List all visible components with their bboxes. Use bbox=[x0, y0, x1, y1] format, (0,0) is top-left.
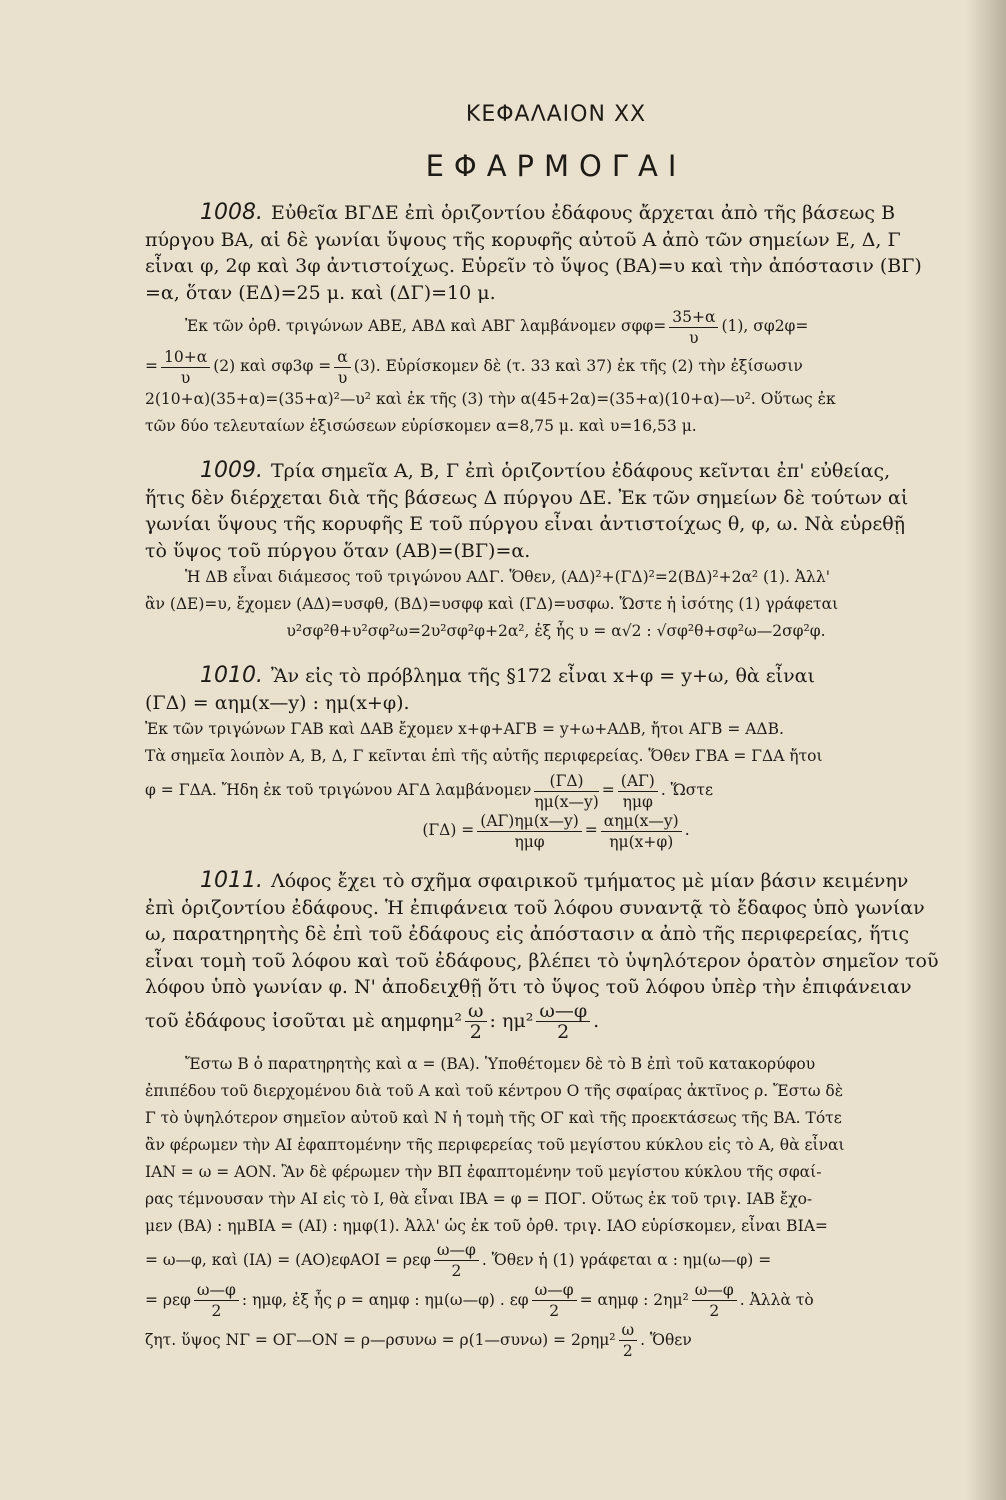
problem-number: 1011. bbox=[200, 868, 263, 893]
denominator: ημφ bbox=[622, 792, 653, 811]
solution-text: Τὰ σημεῖα λοιπὸν Α, Β, Δ, Γ κεῖνται ἐπὶ τῆς αὐτῆς περιφερείας. Ὅθεν ΓΒΑ = ΓΔΑ ἤτοι bbox=[145, 747, 823, 765]
problem-text: Ἂν εἰς τὸ πρόβλημα τῆς §172 εἶναι x+φ = y+ω, θὰ εἶναι bbox=[270, 665, 815, 687]
problem-text: ω, παρατηρητὴς δὲ ἐπὶ τοῦ ἐδάφους εἰς ἀπόστασιν α ἀπὸ τῆς περιφερείας, ἥτις bbox=[145, 923, 910, 945]
numerator: αημ(x—y) bbox=[601, 811, 682, 832]
solution-text: Ἔστω Β ὁ παρατηρητὴς καὶ α = (ΒΑ). Ὑποθέτομεν δὲ τὸ Β ἐπὶ τοῦ κατακορύφου bbox=[185, 1054, 816, 1073]
solution-text: μεν (ΒΑ) : ημΒΙΑ = (ΑΙ) : ημφ(1). Ἀλλ' ὡς ἐκ τοῦ ὀρθ. τριγ. ΙΑΟ εὑρίσκομεν, εἶναι ΒΙΑ= bbox=[145, 1216, 828, 1235]
solution-text: . Ὅθεν bbox=[640, 1330, 692, 1349]
fraction bbox=[532, 1280, 577, 1321]
numerator: (ΓΔ) bbox=[534, 771, 598, 792]
problem-text: : ημ² bbox=[489, 1009, 534, 1032]
fraction bbox=[618, 771, 658, 812]
problem-text: ἥτις δὲν διέρχεται διὰ τῆς βάσεως Δ πύργου ΔΕ. Ἐκ τῶν σημείων δὲ τούτων αἱ bbox=[145, 486, 909, 509]
numerator: ω—φ bbox=[532, 1280, 577, 1301]
solution-line bbox=[145, 1240, 967, 1280]
problem-1008 bbox=[145, 200, 967, 440]
problem-text: τοῦ ἐδάφους ἰσοῦται μὲ αημφημ² bbox=[145, 1009, 463, 1032]
problem-1010 bbox=[145, 663, 967, 850]
fraction bbox=[534, 771, 598, 812]
numerator: ω—φ bbox=[692, 1280, 737, 1301]
denominator: 2 bbox=[211, 1302, 222, 1320]
solution-line bbox=[145, 770, 967, 810]
equals-sign: = bbox=[584, 821, 598, 839]
numerator: ω—φ bbox=[536, 1001, 590, 1022]
display-equation bbox=[145, 810, 967, 850]
numerator: ω—φ bbox=[194, 1280, 239, 1301]
problem-line bbox=[145, 1001, 967, 1041]
problem-number: 1008. bbox=[200, 200, 263, 225]
fraction bbox=[465, 1001, 487, 1042]
problem-text: ἐπὶ ὁριζοντίου ἐδάφους. Ἡ ἐπιφάνεια τοῦ λόφου συναντᾷ τὸ ἔδαφος ὑπὸ γωνίαν bbox=[145, 896, 925, 919]
solution-text: (ΓΔ) = bbox=[422, 821, 475, 839]
solution-text: = ω—φ, καὶ (ΙΑ) = (ΑΟ)εφΑΟΙ = ρεφ bbox=[145, 1250, 431, 1269]
solution-text: = ρεφ bbox=[145, 1290, 191, 1309]
problem-text: (ΓΔ) = αημ(x—y) : ημ(x+φ). bbox=[145, 691, 410, 714]
solution-text: . Ἀλλὰ τὸ bbox=[739, 1290, 814, 1309]
solution-text: ζητ. ὕψος ΝΓ = ΟΓ—ΟΝ = ρ—ρσυνω = ρ(1—συνω) = 2ρημ² bbox=[145, 1330, 616, 1349]
denominator: 2 bbox=[451, 1262, 462, 1280]
denominator: υ bbox=[689, 328, 699, 347]
solution-text: ἐπιπέδου τοῦ διερχομένου διὰ τοῦ Α καὶ τοῦ κέντρου Ο τῆς σφαίρας ἀκτῖνος ρ. Ἔστω δὲ bbox=[145, 1081, 844, 1100]
equals-sign: = bbox=[601, 781, 615, 799]
problem-1011 bbox=[145, 868, 967, 1360]
solution-text: (2) καὶ σφ3φ = bbox=[213, 357, 332, 375]
fraction bbox=[434, 1240, 479, 1281]
solution-text: τῶν δύο τελευταίων ἐξισώσεων εὑρίσκομεν α=8,75 μ. καὶ υ=16,53 μ. bbox=[145, 417, 697, 435]
solution-text: . Ὥστε bbox=[660, 781, 713, 799]
problem-number: 1010. bbox=[200, 663, 263, 688]
fraction bbox=[334, 347, 350, 388]
problem-text: εἶναι φ, 2φ καὶ 3φ ἀντιστοίχως. Εὑρεῖν τὸ ὕψος (ΒΑ)=υ καὶ τὴν ἀπόστασιν (ΒΓ) bbox=[145, 255, 922, 277]
page-edge-shadow bbox=[966, 0, 1006, 1500]
problem-text: Τρία σημεῖα Α, Β, Γ ἐπὶ ὁριζοντίου ἐδάφους κεῖνται ἐπ' εὐθείας, bbox=[270, 460, 891, 482]
solution-formula: υ²σφ²θ+υ²σφ²ω=2υ²σφ²φ+2α², ἐξ ἧς υ = α√2 : √σφ²θ+σφ²ω—2σφ²φ. bbox=[286, 622, 826, 640]
problem-text: λόφου ὑπὸ γωνίαν φ. Ν' ἀποδειχθῇ ὅτι τὸ ὕψος τοῦ λόφου ὑπὲρ τὴν ἐπιφάνειαν bbox=[145, 976, 912, 998]
problem-1009 bbox=[145, 458, 967, 645]
denominator: 2 bbox=[469, 1021, 482, 1043]
solution-text: Ἡ ΔΒ εἶναι διάμεσος τοῦ τριγώνου ΑΔΓ. Ὅθεν, (ΑΔ)²+(ΓΔ)²=2(ΒΔ)²+2α² (1). Ἀλλ' bbox=[185, 568, 830, 586]
numerator: ω—φ bbox=[434, 1240, 479, 1261]
solution-text: Γ τὸ ὑψηλότερον σημεῖον αὐτοῦ καὶ Ν ἡ τομὴ τῆς ΟΓ καὶ τῆς προεκτάσεως τῆς ΒΑ. Τότε bbox=[145, 1108, 842, 1127]
chapter-heading: ΚΕΦΑΛΑΙΟΝ XX bbox=[465, 102, 647, 127]
solution-text: φ = ΓΔΑ. Ἤδη ἐκ τοῦ τριγώνου ΑΓΔ λαμβάνομεν bbox=[145, 781, 532, 799]
problem-text: Λόφος ἔχει τὸ σχῆμα σφαιρικοῦ τμήματος μὲ μίαν βάσιν κειμένην bbox=[270, 870, 909, 892]
fraction bbox=[536, 1001, 590, 1042]
solution-text: Ἐκ τῶν ὀρθ. τριγώνων ΑΒΕ, ΑΒΔ καὶ ΑΒΓ λαμβάνομεν σφφ= bbox=[185, 317, 667, 335]
numerator: (ΑΓ) bbox=[618, 771, 658, 792]
problem-text: τὸ ὕψος τοῦ πύργου ὅταν (ΑΒ)=(ΒΓ)=α. bbox=[145, 539, 531, 562]
solution-text: = αημφ : 2ημ² bbox=[579, 1290, 689, 1309]
problem-text: Εὐθεῖα ΒΓΔΕ ἐπὶ ὁριζοντίου ἐδάφους ἄρχεται ἀπὸ τῆς βάσεως Β bbox=[270, 202, 896, 224]
solution-text: ρας τέμνουσαν τὴν ΑΙ εἰς τὸ Ι, θὰ εἶναι ΙΒΑ = φ = ΠΟΓ. Οὕτως ἐκ τοῦ τριγ. ΙΑΒ ἔχο- bbox=[145, 1189, 813, 1208]
solution-line bbox=[145, 1280, 967, 1320]
fraction bbox=[692, 1280, 737, 1321]
numerator: (ΑΓ)ημ(x—y) bbox=[477, 811, 582, 832]
numerator: 10+α bbox=[161, 347, 210, 368]
denominator: ημ(x—y) bbox=[534, 792, 599, 811]
numerator: α bbox=[334, 347, 350, 368]
problem-text: . bbox=[593, 1009, 600, 1032]
solution-line bbox=[145, 346, 967, 386]
solution-text: = bbox=[145, 357, 158, 375]
fraction bbox=[601, 811, 682, 852]
fraction bbox=[619, 1320, 638, 1361]
solution-line bbox=[145, 1320, 967, 1360]
problem-text: εἶναι τομὴ τοῦ λόφου καὶ τοῦ ἐδάφους, βλέπει τὸ ὑψηλότερον ὁρατὸν σημεῖον τοῦ bbox=[145, 949, 939, 972]
denominator: 2 bbox=[549, 1302, 560, 1320]
section-title: ΕΦΑΡΜΟΓΑΙ bbox=[425, 149, 687, 183]
denominator: 2 bbox=[622, 1342, 633, 1360]
solution-text: Ἐκ τῶν τριγώνων ΓΑΒ καὶ ΔΑΒ ἔχομεν x+φ+ΑΓΒ = y+ω+ΑΔΒ, ἤτοι ΑΓΒ = ΑΔΒ. bbox=[145, 720, 784, 738]
page-content bbox=[145, 98, 967, 1360]
problem-number: 1009. bbox=[200, 458, 263, 483]
numerator: ω bbox=[465, 1001, 487, 1022]
solution-text: . Ὅθεν ἡ (1) γράφεται α : ημ(ω—φ) = bbox=[481, 1250, 772, 1269]
solution-line bbox=[145, 306, 967, 346]
numerator: 35+α bbox=[669, 307, 718, 328]
denominator: 2 bbox=[557, 1021, 570, 1043]
fraction bbox=[161, 347, 210, 388]
solution-text: ἂν φέρωμεν τὴν ΑΙ ἐφαπτομένην τῆς περιφερείας τοῦ μεγίστου κύκλου εἰς τὸ Α, θὰ εἶναι bbox=[145, 1135, 845, 1154]
fraction bbox=[194, 1280, 239, 1321]
solution-text: 2(10+α)(35+α)=(35+α)²—υ² καὶ ἐκ τῆς (3) τὴν α(45+2α)=(35+α)(10+α)—υ². Οὕτως ἐκ bbox=[145, 390, 836, 408]
denominator: ημ(x+φ) bbox=[609, 832, 674, 851]
problem-text: =α, ὅταν (ΕΔ)=25 μ. καὶ (ΔΓ)=10 μ. bbox=[145, 281, 496, 304]
fraction bbox=[669, 307, 718, 348]
solution-text: (3). Εὑρίσκομεν δὲ (τ. 33 καὶ 37) ἐκ τῆς (2) τὴν ἐξίσωσιν bbox=[353, 357, 803, 375]
fraction bbox=[477, 811, 582, 852]
solution-text: (1), σφ2φ= bbox=[721, 317, 809, 335]
solution-text: . bbox=[684, 821, 690, 839]
solution-text: ἂν (ΔΕ)=υ, ἔχομεν (ΑΔ)=υσφθ, (ΒΔ)=υσφφ καὶ (ΓΔ)=υσφω. Ὥστε ἡ ἰσότης (1) γράφεται bbox=[145, 595, 839, 613]
denominator: υ bbox=[337, 368, 348, 387]
numerator: ω bbox=[619, 1320, 638, 1341]
problem-text: γωνίαι ὕψους τῆς κορυφῆς Ε τοῦ πύργου εἶναι ἀντιστοίχως θ, φ, ω. Νὰ εὑρεθῇ bbox=[145, 513, 906, 535]
denominator: υ bbox=[180, 368, 191, 387]
denominator: 2 bbox=[709, 1302, 720, 1320]
problem-text: πύργου ΒΑ, αἱ δὲ γωνίαι ὕψους τῆς κορυφῆς αὐτοῦ Α ἀπὸ τῶν σημείων Ε, Δ, Γ bbox=[145, 228, 901, 251]
denominator: ημφ bbox=[514, 832, 545, 851]
solution-text: ΙΑΝ = ω = ΑΟΝ. Ἂν δὲ φέρωμεν τὴν ΒΠ ἐφαπτομένην τοῦ μεγίστου κύκλου τῆς σφαί- bbox=[145, 1162, 822, 1181]
solution-text: : ημφ, ἐξ ἧς ρ = αημφ : ημ(ω—φ) . εφ bbox=[241, 1290, 529, 1309]
